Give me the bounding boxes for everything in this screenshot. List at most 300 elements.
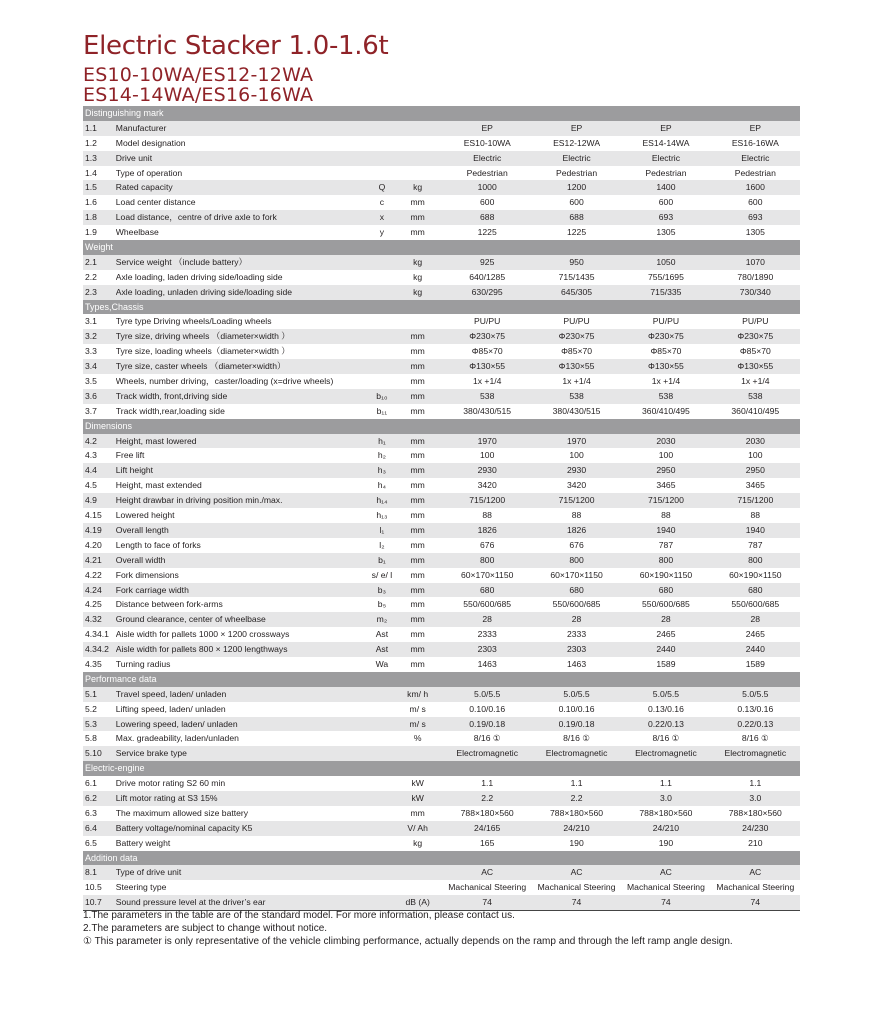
value-cell: 600 [748,197,763,208]
row-label: Tyre type Driving wheels/Loading wheels [115,316,272,327]
row-number: 5.1 [85,688,97,699]
row-unit: mm [410,435,425,446]
row-number: 2.1 [85,256,97,267]
row-symbol: x [379,212,385,223]
value-cell: 2930 [567,465,587,476]
value-cell: Φ130×55 [558,361,595,372]
row-unit: kg [413,837,423,848]
row-unit: kg [413,256,423,267]
value-cell: 1305 [745,227,765,238]
row-symbol: h₁₄ [376,495,388,506]
row-number: 3.7 [85,405,97,416]
row-number: 4.20 [85,539,102,550]
row-number: 3.3 [85,346,97,357]
value-cell: 640/1285 [469,271,506,282]
table-row [83,731,800,746]
value-cell: Φ130×55 [469,361,506,372]
value-cell: 74 [482,897,492,908]
value-cell: 630/295 [471,286,503,297]
row-number: 4.25 [85,599,102,610]
value-cell: 74 [661,897,671,908]
value-cell: 28 [482,614,492,625]
row-unit: mm [410,331,425,342]
value-cell: 788×180×560 [460,807,514,818]
row-symbol: h₁ [378,435,386,446]
value-cell: 715/1200 [558,495,595,506]
value-cell: 1050 [656,256,676,267]
value-cell: 2440 [656,644,676,655]
section-header: Weight [83,240,800,255]
value-cell: 680 [658,584,674,595]
value-cell: 800 [658,554,674,565]
table-row [83,448,800,463]
value-cell: EP [570,122,583,133]
value-cell: 3.0 [659,792,672,803]
row-label: Load distance，centre of drive axle to fork [115,212,277,223]
value-cell: 688 [480,212,495,223]
row-symbol: c [379,197,385,208]
row-unit: km/ h [407,688,429,699]
value-cell: 550/600/685 [552,599,601,610]
value-cell: 100 [480,450,495,461]
row-number: 8.1 [85,867,97,878]
row-number: 5.3 [85,718,97,729]
row-unit: mm [410,629,425,640]
row-symbol: h₃ [377,465,387,476]
value-cell: 1463 [477,658,497,669]
row-number: 10.7 [85,897,102,908]
value-cell: 165 [480,837,495,848]
value-cell: 8/16 ① [741,733,769,744]
row-number: 4.3 [85,450,97,461]
row-number: 4.21 [85,554,102,565]
value-cell: 800 [569,554,584,565]
value-cell: 2440 [745,644,765,655]
value-cell: 380/430/515 [552,405,601,416]
value-cell: 190 [658,837,674,848]
row-label: The maximum allowed size battery [115,807,249,818]
value-cell: EP [481,122,493,133]
row-number: 4.19 [85,524,102,535]
row-label: Sound pressure level at the driver’s ear [115,897,266,908]
row-symbol: b₁ [378,554,386,565]
row-unit: mm [410,227,425,238]
value-cell: 2.2 [481,792,494,803]
row-label: Tyre size, driving wheels （diameter×width ） [115,331,290,342]
row-label: Model designation [115,137,186,148]
row-number: 1.1 [85,122,97,133]
value-cell: 0.19/0.18 [469,718,506,729]
value-cell: 8/16 ① [473,733,501,744]
table-row [83,389,800,404]
value-cell: 5.0/5.5 [474,688,501,699]
value-cell: 0.22/0.13 [737,718,774,729]
row-unit: mm [410,599,425,610]
value-cell: 715/1435 [558,271,595,282]
value-cell: 8/16 ① [563,733,590,744]
row-number: 3.6 [85,390,97,401]
row-symbol: b₃ [377,584,387,595]
row-unit: mm [410,212,425,223]
row-label: Lifting speed, laden/ unladen [115,703,226,714]
row-symbol: Q [378,182,386,193]
value-cell: PU/PU [652,316,680,327]
row-label: Lift height [115,465,154,476]
table-row [83,746,800,761]
value-cell: 680 [480,584,495,595]
row-unit: mm [410,390,425,401]
value-cell: 380/430/515 [463,405,512,416]
value-cell: Φ230×75 [737,331,774,342]
value-cell: 1.1 [749,778,762,789]
value-cell: 0.13/0.16 [737,703,774,714]
value-cell: 715/1200 [648,495,684,506]
row-unit: mm [410,807,425,818]
value-cell: Φ85×70 [471,346,503,357]
value-cell: Machanical Steering [627,882,705,893]
row-number: 4.35 [85,658,102,669]
value-cell: 60×190×1150 [639,569,693,580]
table-row [83,865,800,880]
spec-table [83,106,800,911]
row-symbol: Ast [375,644,389,655]
value-cell: 788×180×560 [550,807,604,818]
value-cell: 2303 [477,644,497,655]
table-row [83,285,800,300]
row-unit: mm [410,450,425,461]
note-2: 2.The parameters are subject to change without notice. [83,923,328,934]
value-cell: 3420 [567,480,587,491]
value-cell: 1940 [656,524,676,535]
value-cell: PU/PU [474,316,501,327]
row-number: 4.15 [85,510,102,521]
value-cell: 360/410/495 [642,405,690,416]
value-cell: 100 [569,450,584,461]
page-title: Electric Stacker 1.0-1.6t [83,31,389,61]
value-cell: 788×180×560 [728,807,782,818]
value-cell: 5.0/5.5 [742,688,769,699]
value-cell: 0.13/0.16 [648,703,684,714]
row-label: Lowering speed, laden/ unladen [115,718,238,729]
value-cell: 28 [750,614,761,625]
table-row [83,806,800,821]
value-cell: 680 [569,584,584,595]
row-label: Type of drive unit [115,867,182,878]
row-label: Service brake type [115,748,187,759]
value-cell: 550/600/685 [731,599,780,610]
value-cell: Φ130×55 [648,361,684,372]
table-row [83,895,800,910]
value-cell: 210 [748,837,763,848]
row-label: Fork dimensions [115,569,179,580]
row-unit: kW [411,778,424,789]
row-number: 1.6 [85,197,97,208]
section-header: Performance data [83,672,800,687]
value-cell: 1x +1/4 [472,376,502,387]
value-cell: 1x +1/4 [562,376,591,387]
row-label: Overall width [115,554,166,565]
value-cell: 88 [661,510,671,521]
row-unit: mm [410,376,425,387]
value-cell: Φ85×70 [650,346,682,357]
row-label: Overall length [115,524,169,535]
row-number: 6.3 [85,807,97,818]
value-cell: 1000 [477,182,497,193]
value-cell: ES16-16WA [731,137,779,148]
row-label: Height drawbar in driving position min./max. [115,495,283,506]
value-cell: Φ130×55 [737,361,774,372]
row-number: 4.24 [85,584,102,595]
note-1: 1.The parameters in the table are of the standard model. For more information, please contact us. [83,910,515,921]
value-cell: Electromagnetic [456,748,518,759]
row-label: Turning radius [115,658,171,669]
row-unit: dB (A) [405,897,430,908]
row-unit: mm [410,569,425,580]
table-row [83,151,800,166]
row-label: Height, mast lowered [115,435,197,446]
table-row [83,791,800,806]
value-cell: 715/335 [650,286,682,297]
value-cell: 24/210 [652,822,680,833]
value-cell: 600 [569,197,584,208]
table-row [83,583,800,598]
section-header: Electric-engine [83,761,800,776]
value-cell: 2465 [656,629,676,640]
row-number: 3.4 [85,361,97,372]
row-label: Manufacturer [115,122,167,133]
row-unit: m/ s [409,718,426,729]
row-label: Aisle width for pallets 1000 × 1200 crossways [115,629,290,640]
table-row [83,478,800,493]
value-cell: 788×180×560 [639,807,693,818]
row-label: Fork carriage width [115,584,189,595]
row-label: Axle loading, unladen driving side/loading side [115,286,293,297]
table-row [83,776,800,791]
table-row [83,404,800,419]
value-cell: EP [660,122,672,133]
value-cell: 60×170×1150 [460,569,514,580]
table-row [83,821,800,836]
value-cell: 538 [480,390,495,401]
row-unit: mm [410,465,425,476]
value-cell: 3465 [745,480,765,491]
value-cell: 1600 [745,182,765,193]
row-unit: mm [410,554,425,565]
value-cell: Pedestrian [556,167,598,178]
value-cell: 800 [480,554,495,565]
table-row [83,493,800,508]
row-symbol: m₂ [376,614,388,625]
value-cell: 1.1 [481,778,494,789]
row-unit: kg [413,182,423,193]
row-number: 4.4 [85,465,97,476]
row-unit: mm [410,539,425,550]
row-symbol: h₄ [377,480,387,491]
table-row [83,344,800,359]
row-number: 4.9 [85,495,97,506]
value-cell: 2.2 [570,792,583,803]
value-cell: Pedestrian [734,167,776,178]
table-row [83,434,800,449]
row-number: 3.5 [85,376,97,387]
row-label: Ground clearance, center of wheelbase [115,614,266,625]
row-label: Type of operation [115,167,183,178]
row-unit: mm [410,614,425,625]
row-symbol: Wa [375,658,389,669]
value-cell: AC [481,867,494,878]
model-line-1: ES10-10WA/ES12-12WA [83,64,314,86]
value-cell: 538 [748,390,763,401]
row-symbol: Ast [375,629,389,640]
table-row [83,374,800,389]
model-line-2: ES14-14WA/ES16-16WA [83,84,314,106]
row-symbol: h₂ [377,450,386,461]
row-symbol: h₁₃ [376,510,388,521]
value-cell: 730/340 [739,286,771,297]
row-symbol: s/ e/ l [371,569,393,580]
row-number: 4.22 [85,569,102,580]
table-row [83,121,800,136]
value-cell: Electric [651,152,681,163]
row-label: Length to face of forks [115,539,201,550]
row-number: 6.1 [85,778,97,789]
note-3: ① This parameter is only representative of the vehicle climbing performance, actually depends on the ramp and through the left ramp angle design. [83,936,733,947]
value-cell: 688 [569,212,584,223]
value-cell: AC [570,867,583,878]
value-cell: Electromagnetic [635,748,697,759]
table-row [83,180,800,195]
value-cell: 2333 [567,629,587,640]
value-cell: 1200 [567,182,587,193]
row-number: 5.2 [85,703,97,714]
value-cell: 60×170×1150 [550,569,603,580]
value-cell: 1826 [567,524,587,535]
value-cell: 100 [658,450,674,461]
value-cell: Electric [473,152,502,163]
table-row [83,538,800,553]
row-unit: mm [410,361,425,372]
row-number: 1.8 [85,212,97,223]
row-label: Free lift [115,450,145,461]
row-symbol: b₅ [377,599,387,610]
value-cell: Machanical Steering [448,882,527,893]
value-cell: Φ230×75 [469,331,506,342]
value-cell: 28 [571,614,582,625]
value-cell: PU/PU [742,316,769,327]
value-cell: 74 [750,897,761,908]
value-cell: EP [749,122,762,133]
row-number: 1.4 [85,167,97,178]
value-cell: 100 [748,450,763,461]
value-cell: 693 [748,212,763,223]
table-row [83,314,800,329]
table-row [83,657,800,672]
row-number: 4.34.2 [85,644,109,655]
row-label: Drive motor rating S2 60 min [115,778,226,789]
row-number: 5.10 [85,748,102,759]
table-row [83,717,800,732]
row-symbol: l₂ [379,539,385,550]
value-cell: 2950 [745,465,765,476]
value-cell: 950 [569,256,584,267]
value-cell: Machanical Steering [716,882,795,893]
value-cell: Electromagnetic [724,748,787,759]
value-cell: 8/16 ① [652,733,680,744]
table-row [83,195,800,210]
row-label: Load center distance [115,197,196,208]
table-row [83,523,800,538]
row-number: 2.2 [85,271,97,282]
value-cell: 360/410/495 [731,405,780,416]
value-cell: 787 [748,539,763,550]
row-number: 3.2 [85,331,97,342]
notes [83,909,803,948]
value-cell: 3465 [656,480,676,491]
row-symbol: l₁ [379,524,385,535]
value-cell: 0.10/0.16 [558,703,595,714]
value-cell: 538 [569,390,584,401]
table-row [83,880,800,895]
value-cell: 0.22/0.13 [648,718,684,729]
value-cell: 2930 [477,465,497,476]
value-cell: 190 [569,837,584,848]
table-row [83,597,800,612]
value-cell: 3420 [477,480,497,491]
row-unit: mm [410,197,425,208]
table-row [83,463,800,478]
value-cell: Pedestrian [466,167,508,178]
table-row [83,166,800,181]
value-cell: 0.19/0.18 [558,718,595,729]
row-unit: kg [413,286,423,297]
row-number: 1.3 [85,152,97,163]
row-label: Tyre size, caster wheels （diameter×width） [115,361,286,372]
value-cell: 5.0/5.5 [563,688,590,699]
row-label: Service weight （include battery） [115,256,248,267]
value-cell: 680 [748,584,763,595]
value-cell: 1305 [656,227,676,238]
value-cell: 787 [658,539,674,550]
value-cell: 600 [658,197,674,208]
value-cell: 2030 [656,435,676,446]
value-cell: 645/305 [561,286,593,297]
row-label: Lowered height [115,510,175,521]
section-header: Dimensions [83,419,800,434]
table-row [83,270,800,285]
table-row [83,210,800,225]
row-symbol: b₁₁ [376,405,388,416]
value-cell: 2030 [745,435,765,446]
row-label: Battery voltage/nominal capacity K5 [115,822,253,833]
row-number: 4.32 [85,614,102,625]
row-unit: kg [413,271,423,282]
value-cell: Machanical Steering [537,882,616,893]
value-cell: 1589 [656,658,676,669]
value-cell: 715/1200 [469,495,506,506]
row-unit: mm [410,524,425,535]
table-row [83,329,800,344]
value-cell: 780/1890 [737,271,774,282]
value-cell: 1.1 [570,778,583,789]
row-unit: mm [410,644,425,655]
row-label: Distance between fork-arms [115,599,223,610]
row-unit: mm [410,346,425,357]
value-cell: 2465 [745,629,765,640]
row-number: 2.3 [85,286,97,297]
table-row [83,359,800,374]
value-cell: 755/1695 [648,271,684,282]
value-cell: 1589 [745,658,765,669]
